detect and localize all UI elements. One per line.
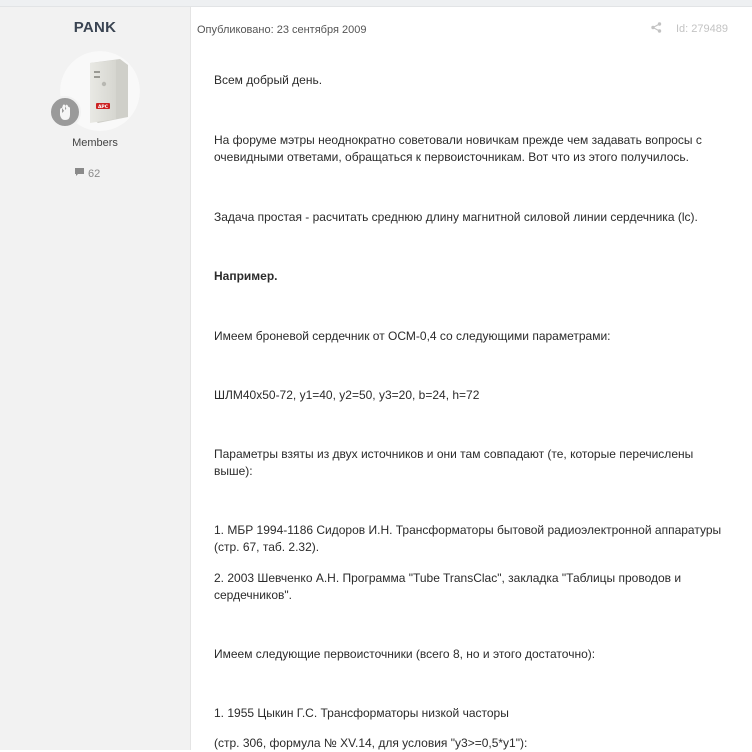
post-paragraph: Задача простая - расчитать среднюю длину магнитной силовой линии сердечника (lc).	[214, 210, 698, 224]
share-icon[interactable]	[651, 22, 662, 36]
post-paragraph: 1. 1955 Цыкин Г.С. Трансформаторы низкой часторы	[214, 706, 509, 720]
post-id: Id: 279489	[676, 23, 728, 35]
post-paragraph: 2. 2003 Шевченко А.Н. Программа "Tube TransClac", закладка "Таблицы проводов и сердечников".	[214, 571, 682, 602]
post-paragraph-heading: Например.	[214, 269, 278, 283]
post-paragraph: На форуме мэтры неоднократно советовали новичкам прежде чем задавать вопросы с очевидными ответами, обращаться к первоисточникам. Вот что из этого получилось.	[214, 133, 702, 164]
post-paragraph: Имеем броневой сердечник от ОСМ-0,4 со следующими параметрами:	[214, 329, 611, 343]
author-name[interactable]: PANK	[73, 19, 117, 36]
comment-icon	[74, 167, 85, 180]
post-paragraph: Параметры взяты из двух источников и они там совпадают (те, которые перечислены выше):	[214, 447, 694, 478]
author-group: Members	[72, 137, 118, 149]
post-date[interactable]: Опубликовано: 23 сентября 2009	[197, 24, 367, 36]
post-paragraph: (стр. 306, формула № XV.14, для условия "у3>=0,5*у1"):	[214, 736, 528, 750]
post-count-value: 62	[88, 167, 101, 180]
post-paragraph: Всем добрый день.	[214, 73, 323, 87]
rank-badge-icon	[49, 96, 81, 128]
author-post-count[interactable]	[74, 167, 100, 180]
svg-text:APC: APC	[97, 105, 109, 110]
post-tools	[651, 22, 728, 36]
post-paragraph: 1. МБР 1994-1186 Сидоров И.Н. Трансформаторы бытовой радиоэлектронной аппаратуры (стр. 67, таб. 2.32).	[214, 523, 722, 554]
top-border	[0, 0, 752, 7]
post-paragraph: ШЛМ40х50-72, у1=40, у2=50, у3=20, b=24, h=72	[214, 388, 480, 402]
post-paragraph: Имеем следующие первоисточники (всего 8, но и этого достаточно):	[214, 647, 596, 661]
author-panel	[0, 7, 191, 750]
